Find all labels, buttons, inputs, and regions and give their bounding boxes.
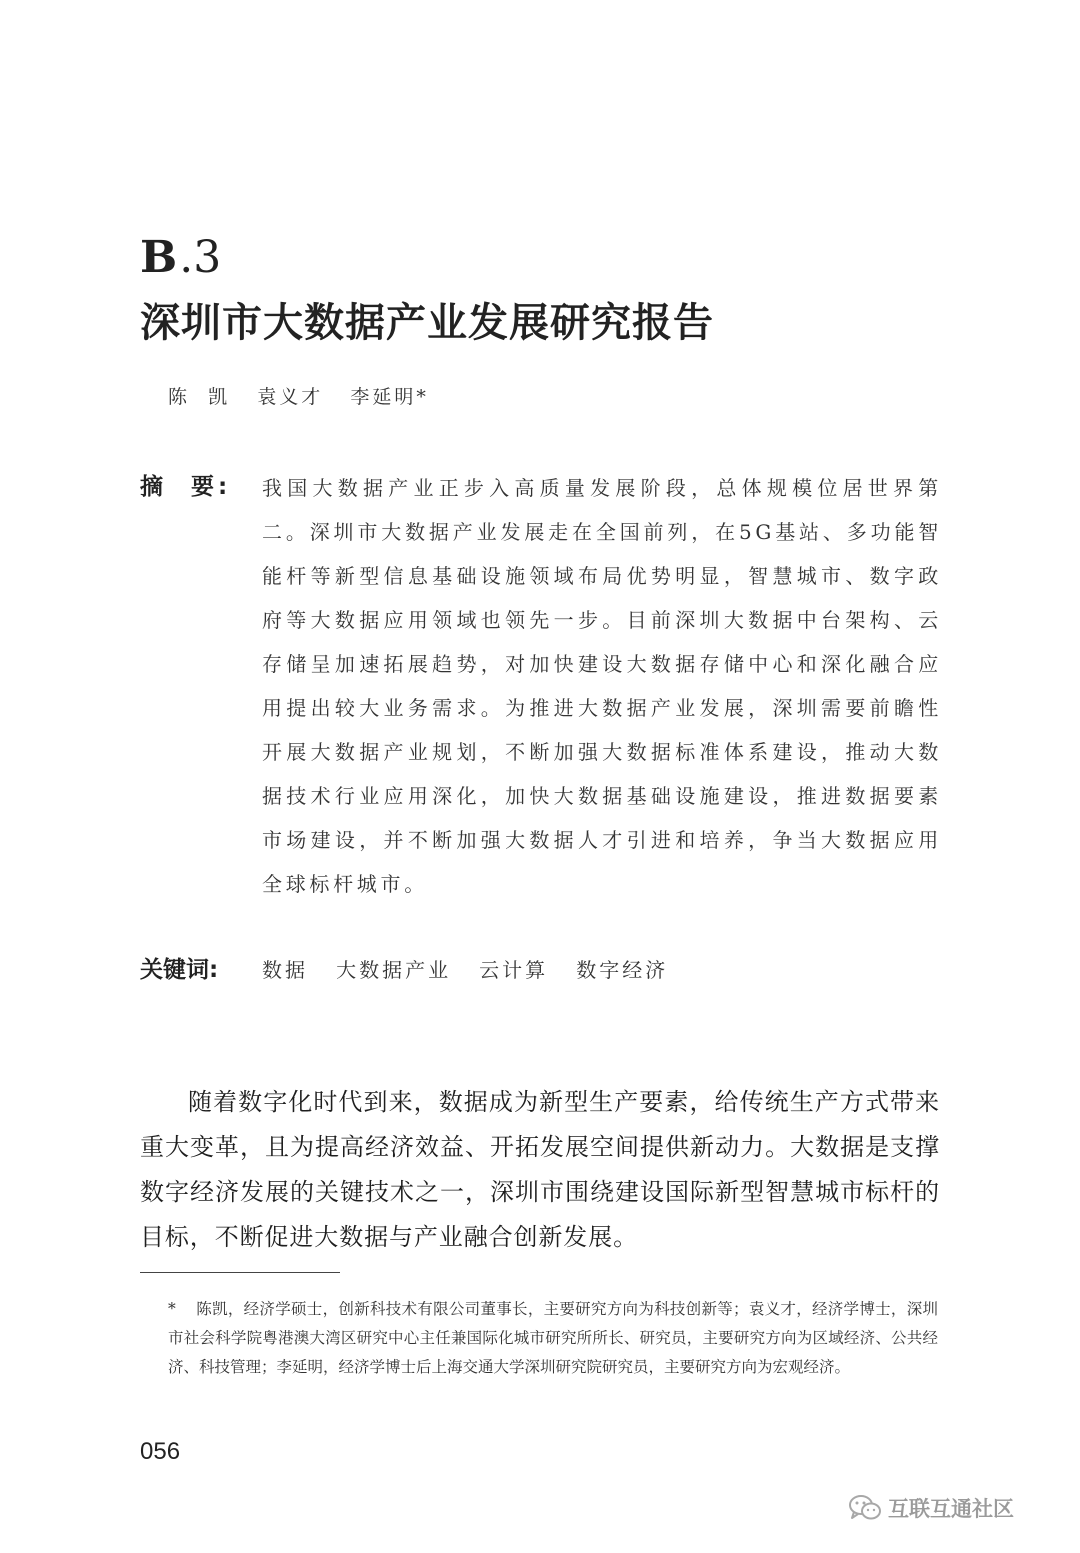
footnote-mark: * bbox=[168, 1300, 176, 1318]
chapter-number bbox=[140, 232, 221, 284]
body-paragraph: 随着数字化时代到来，数据成为新型生产要素，给传统生产方式带来重大变革，且为提高经济效益、开拓发展空间提供新动力。大数据是支撑数字经济发展的关键技术之一，深圳市围绕建设国际新型智慧城市标杆的目标，不断促进大数据与产业融合创新发展。 bbox=[140, 1088, 940, 1251]
chapter-letter: B bbox=[140, 232, 180, 283]
wechat-icon bbox=[848, 1494, 882, 1522]
abstract-text: 我国大数据产业正步入高质量发展阶段，总体规模位居世界第二。深圳市大数据产业发展走在全国前列，在5G基站、多功能智能杆等新型信息基础设施领域布局优势明显，智慧城市、数字政府等大数据应用领域也领先一步。目前深圳大数据中台架构、云存储呈加速拓展趋势，对加快建设大数据存储中心和深化融合应用提出较大业务需求。为推进大数据产业发展，深圳需要前瞻性开展大数据产业规划，不断加强大数据标准体系建设，推动大数据技术行业应用深化，加快大数据基础设施建设，推进数据要素市场建设，并不断加强大数据人才引进和培养，争当大数据应用全球标杆城市。 bbox=[262, 476, 942, 896]
authors-line: 陈 凯 袁义才 李延明* bbox=[168, 386, 429, 408]
abstract-label: 摘 要: bbox=[140, 474, 232, 500]
watermark bbox=[848, 1488, 1014, 1528]
chapter-index: .3 bbox=[179, 232, 222, 283]
footnote-divider bbox=[140, 1272, 340, 1273]
keywords-label: 关键词: bbox=[140, 957, 219, 983]
page-number: 056 bbox=[140, 1438, 181, 1465]
footnote-text: 陈凯，经济学硕士，创新科技术有限公司董事长，主要研究方向为科技创新等；袁义才，经济学博士，深圳市社会科学院粤港澳大湾区研究中心主任兼国际化城市研究所所长、研究员，主要研究方向为区域经济、公共经济、科技管理；李延明，经济学博士后上海交通大学深圳研究院研究员，主要研究方向为宏观经济。 bbox=[168, 1300, 938, 1376]
watermark-text: 互联互通社区 bbox=[888, 1497, 1014, 1521]
report-title: 深圳市大数据产业发展研究报告 bbox=[140, 299, 714, 346]
keywords-list: 数据 大数据产业 云计算 数字经济 bbox=[262, 958, 669, 982]
author-footnote bbox=[168, 1295, 938, 1382]
